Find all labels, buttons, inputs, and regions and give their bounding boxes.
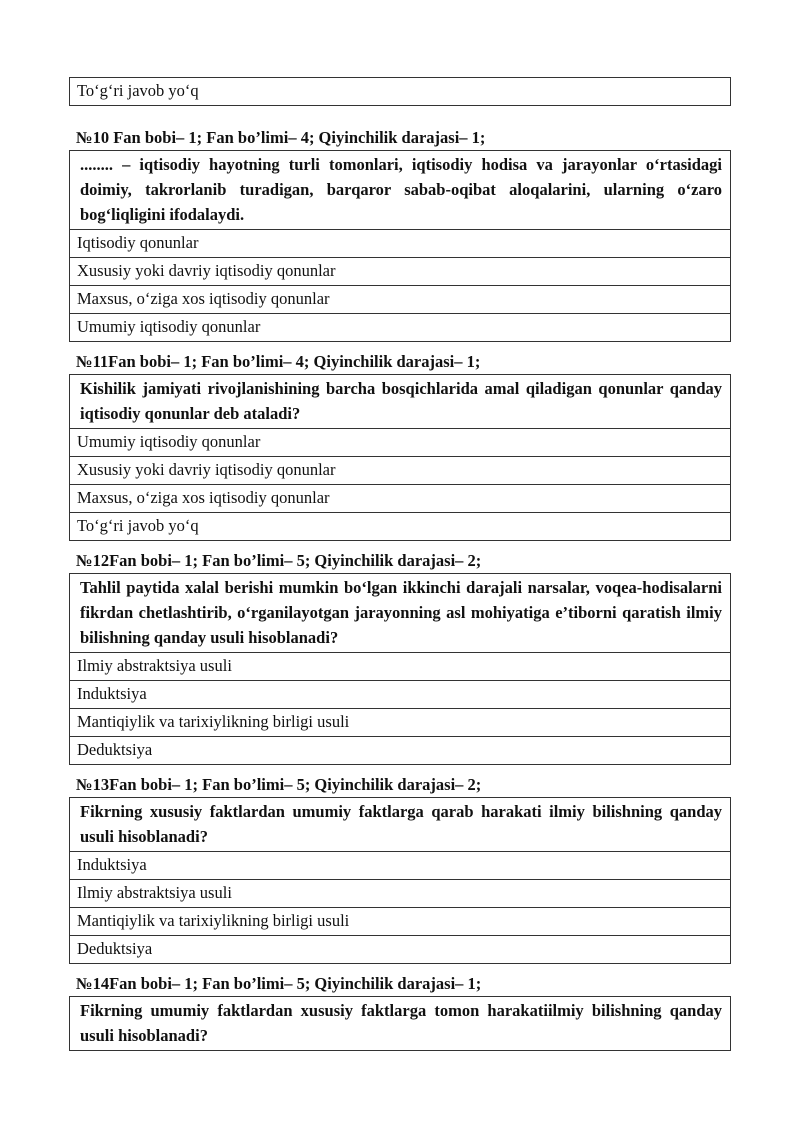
answer-row: [70, 485, 731, 513]
answer-row: [70, 314, 731, 342]
answer-row: [70, 457, 731, 485]
answer-row: [70, 513, 731, 541]
answer-cell: Mantiqiylik va tarixiylikning birligi usuli: [70, 709, 731, 737]
question-text: Kishilik jamiyati rivojlanishining barcha bosqichlarida amal qiladigan qonunlar qanday iqtisodiy qonunlar deb ataladi?: [70, 375, 731, 429]
question-heading: №12Fan bobi– 1; Fan bo’limi– 5; Qiyinchilik darajasi– 2;: [76, 551, 482, 570]
answer-cell: To‘g‘ri javob yo‘q: [70, 78, 731, 106]
answer-row: [70, 737, 731, 765]
question-heading: №13Fan bobi– 1; Fan bo’limi– 5; Qiyinchilik darajasi– 2;: [76, 775, 482, 794]
answer-row: [70, 286, 731, 314]
answer-row: [70, 653, 731, 681]
answer-cell: Maxsus, o‘ziga xos iqtisodiy qonunlar: [70, 485, 731, 513]
question-heading: №14Fan bobi– 1; Fan bo’limi– 5; Qiyinchilik darajasi– 1;: [76, 974, 482, 993]
answer-row: [70, 681, 731, 709]
question-heading: №10 Fan bobi– 1; Fan bo’limi– 4; Qiyinchilik darajasi– 1;: [76, 128, 486, 147]
answer-row: [70, 852, 731, 880]
answer-cell: Mantiqiylik va tarixiylikning birligi usuli: [70, 908, 731, 936]
question-heading: №11Fan bobi– 1; Fan bo’limi– 4; Qiyinchilik darajasi– 1;: [76, 352, 481, 371]
answer-cell: Induktsiya: [70, 852, 731, 880]
answer-cell: Deduktsiya: [70, 936, 731, 964]
question-text: Tahlil paytida xalal berishi mumkin bo‘lgan ikkinchi darajali narsalar, voqea-hodisalarni fikrdan chetlashtirib, o‘rganilayotgan jarayonning asl mohiyatiga e’tiborni qaratish ilmiy bilishning qanday usuli hisoblanadi?: [70, 574, 731, 653]
question-table: [69, 374, 731, 541]
answer-cell: Ilmiy abstraktsiya usuli: [70, 880, 731, 908]
answer-cell: Iqtisodiy qonunlar: [70, 230, 731, 258]
answer-cell: Xususiy yoki davriy iqtisodiy qonunlar: [70, 457, 731, 485]
question-row: [70, 997, 731, 1051]
answer-cell: Induktsiya: [70, 681, 731, 709]
question-text: ........ – iqtisodiy hayotning turli tomonlari, iqtisodiy hodisa va jarayonlar o‘rtasidagi doimiy, takrorlanib turadigan, barqaror sabab-oqibat aloqalarini, ularning o‘zaro bog‘liqligini ifodalaydi.: [70, 151, 731, 230]
answer-cell: Ilmiy abstraktsiya usuli: [70, 653, 731, 681]
answer-row: [70, 936, 731, 964]
answer-cell: Deduktsiya: [70, 737, 731, 765]
answer-row: [70, 78, 731, 106]
question-table: [69, 150, 731, 342]
answer-cell: Umumiy iqtisodiy qonunlar: [70, 314, 731, 342]
question-table: [69, 573, 731, 765]
answer-cell: Xususiy yoki davriy iqtisodiy qonunlar: [70, 258, 731, 286]
answer-row: [70, 908, 731, 936]
question-table: [69, 797, 731, 964]
answer-row: [70, 230, 731, 258]
answer-cell: Maxsus, o‘ziga xos iqtisodiy qonunlar: [70, 286, 731, 314]
answer-cell: To‘g‘ri javob yo‘q: [70, 513, 731, 541]
answer-row: [70, 258, 731, 286]
answer-row: [70, 429, 731, 457]
question-text: Fikrning xususiy faktlardan umumiy faktlarga qarab harakati ilmiy bilishning qanday usuli hisoblanadi?: [70, 798, 731, 852]
question-table: [69, 996, 731, 1051]
question-row: [70, 574, 731, 653]
answer-row: [70, 880, 731, 908]
answer-cell: Umumiy iqtisodiy qonunlar: [70, 429, 731, 457]
question-row: [70, 151, 731, 230]
answer-table-prev: [69, 77, 731, 106]
question-text: Fikrning umumiy faktlardan xususiy faktlarga tomon harakatiilmiy bilishning qanday usuli hisoblanadi?: [70, 997, 731, 1051]
answer-row: [70, 709, 731, 737]
question-row: [70, 798, 731, 852]
question-row: [70, 375, 731, 429]
